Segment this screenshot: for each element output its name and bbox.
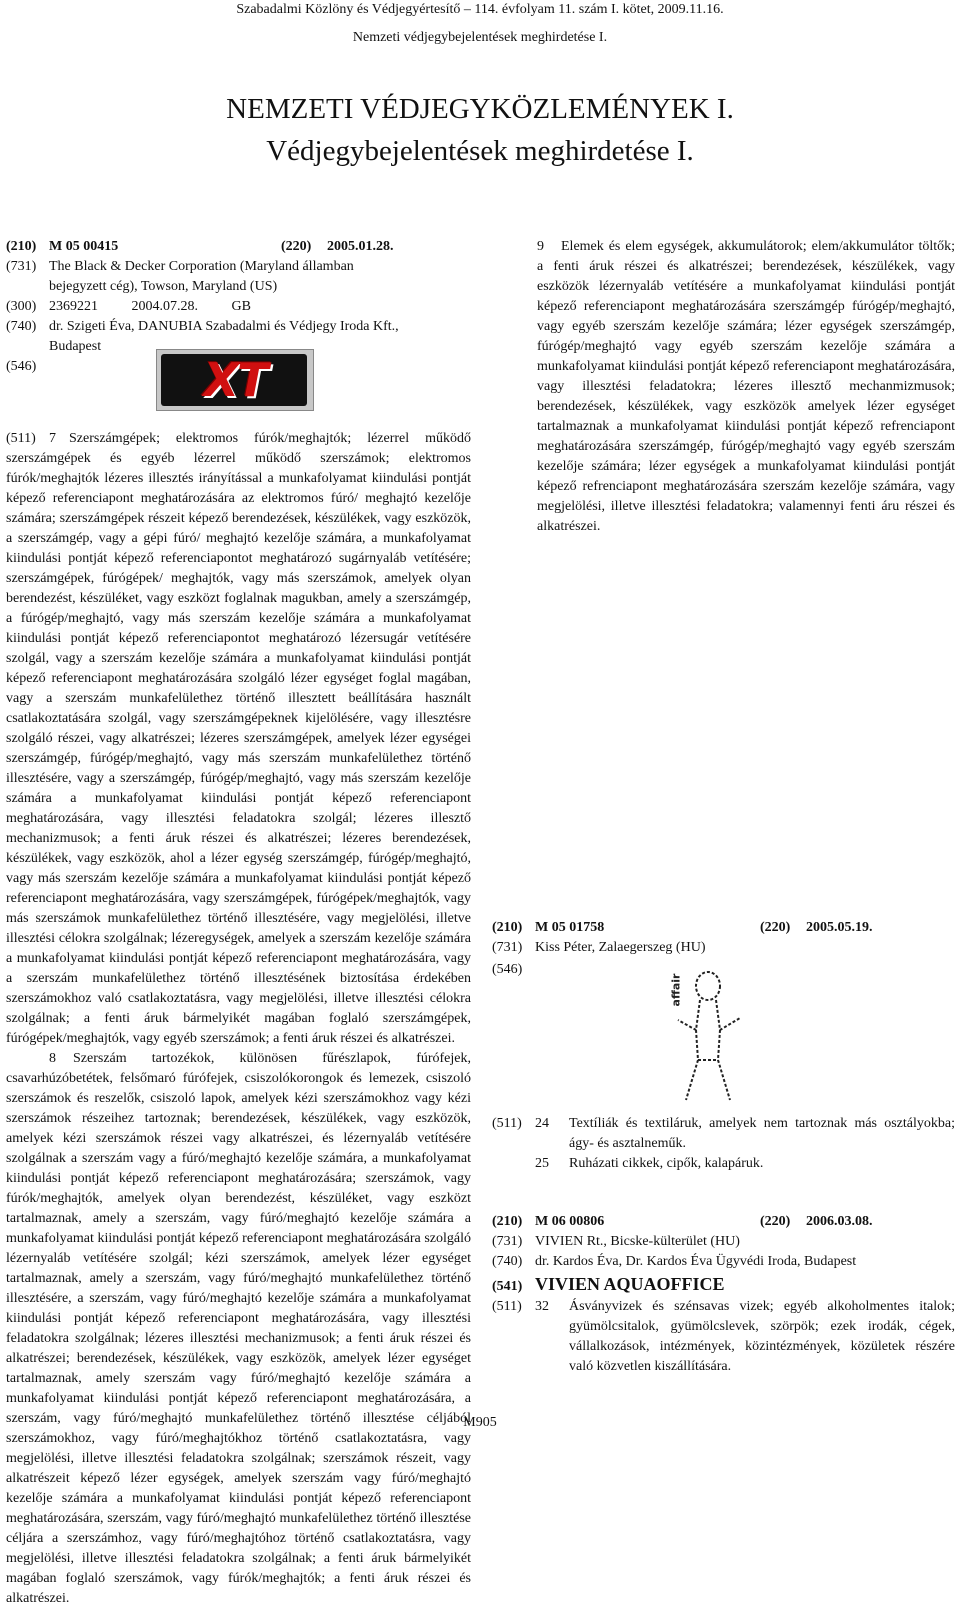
e1-cls9-num: 9 <box>537 239 544 254</box>
e3-740-value: dr. Kardos Éva, Dr. Kardos Éva Ügyvédi Iroda, Budapest <box>535 1254 857 1269</box>
section-header: Nemzeti védjegybejelentések meghirdetése I. <box>352 30 608 45</box>
e1-cls8-text: Szerszám tartozékok, különösen fűrészlapok, fúrófejek, csavarhúzóbetétek, felsőmaró fúrófejek, csiszolókorongok és lemezek, csiszoló szerszámok és reszelők, csiszoló lapok, amelyek kézi szerszámokhoz vagy kézi szerszámok részeihez tartoznak; berendezések, készülékek, vagy eszközök, amelyek kézi szerszámok részei vagy alkatrészei, és lézernyaláb vetítésére szolgálnak a szerszám vagy a fúró/meghajtó kezelője számára, a munkafolyamat kiindulási pontját képező referenciapont meghatározására; szerszámok, vagy fúrók/meghajtók, amelyek olyan berendezést, készüléket, vagy eszközt tartalmaznak, amely a szerszám, vagy fúró/meghajtó kezelője számára a munkafolyamat kiindulási pontját képező referenciapont meghatározására szolgáló lézernyaláb vetítésére szolgál; kézi szerszámok, amelyek lézer egységet tartalmaznak, amely a szerszám, vagy fúró/meghajtó munkafelülethez történő illesztésére, a szerszám, vagy fúró/meghajtó kezelője számára a munkafolyamat kiindulási pontját képező referenciapont meghatározására, vagy illesztési feladatokra szolgálnak; lézeres illesztési mechanizmusok; a fenti áruk részei és alkatrészei; berendezések, készülékek, vagy eszközök, amelyek lézer egységet tartalmaznak, amely szerszám vagy fúró/meghajtó kezelője számára a munkafolyamat kiindulási pontját képező referenciapont meghatározására, a szerszám, vagy fúró/meghajtó munkafelülethez történő illesztése céljából szerszámokhoz, vagy fúró/meghajtókhoz történő csatlakoztatásra, vagy megjelölési, illetve illesztési feladatokra szolgálnak; szerszámok részeit, vagy alkatrészeit képező lézer egységek, amelyek szerszám vagy fúró/meghajtó kezelője számára a munkafolyamat kiindulási pontját képező referenciapont meghatározására, szerszám, vagy fúró/meghajtó munkafelülethez történő illesztése céljára a szerszámhoz, vagy fúró/meghajtóhoz történő csatlakoztatásra, vagy megjelölési, illetve illesztési feladatokra szolgálnak; a fenti áruk bármelyikét magában foglaló szerszámok, vagy fúrók/meghajtók; a fenti áruk részei és alkatrészei. <box>6 1051 471 1606</box>
e3-740-row <box>492 1252 955 1272</box>
e2-cls24 <box>535 1114 955 1154</box>
e1-cls7-text: Szerszámgépek; elektromos fúrók/meghajtók; lézerrel működő szerszámgépek és egyéb lézerrel működő szerszámok; elektromos fúrók/meghajtók lézeres illesztés irányítással a munkafolyamat kiindulási pontját képező referenciapont meghatározására az elektromos fúró/ meghajtó kezelője számára; szerszámgépek részeit képező berendezések, készülékek, vagy eszközök, a szerszámgép, vagy a gépi fúró/ meghajtó kezelője számára, a munkafolyamat kiindulási pontját képező referenciapontot meghatározó sugárnyaláb vetítésére; szerszámgépek, fúrógépek/ meghajtók, vagy más szerszámok, amelyek olyan berendezést, készüléket, vagy eszközt foglalnak magukban, amely a szerszámgép, a fúrógép/meghajtó, vagy más szerszám kezelője számára a munkafolyamat kiindulási pontját képező referenciapontot meghatározó lézersugár vetítésére szolgál, vagy a szerszám kezelője számára a munkafolyamat kiindulási pontját képező referenciapont meghatározására szolgáló lézer egységet foglal magában, vagy a szerszám munkafelülethez történő illesztett beállítására használt csatlakoztatására szolgál, vagy szerszámgépeknek kijelölésére, vagy illesztésre szolgáló részei, vagy alkatrészei; lézeres szerszámgépek, amelyek lézer egységei szerszámgép, fúrógép/meghajtó, vagy más szerszám munkafelülethez történő illesztésére, vagy a szerszámgép, fúrógép/meghajtó, vagy más szerszám kezelője számára a munkafolyamat kiindulási pontját képező referenciapont meghatározására, vagy illesztési feladatokra szolgál; lézeres illesztő mechanizmusok; a fenti áruk részei és alkatrészei; lézeres berendezések, készülékek, vagy eszközök, ahol a lézer egység szerszámgép, fúrógép/meghajtó, vagy más szerszám kezelője számára a munkafolyamat kiindulási pontját képező referenciapont meghatározására, vagy szerszámgépek, fúrógépek/meghajtók, vagy más szerszámok munkafelülethez történő illesztésére, vagy megjelölési, illetve illesztési célokra szolgálnak; lézeregységek, amelyek a szerszám kezelője számára a munkafolyamat kiindulási pontját képező referenciapont meghatározására, vagy a szerszám munkafelülethez történő illesztésének biztosítása érdekében szerszámokhoz való csatlakoztatásra, vagy megjelölési, illetve illesztési célokra szolgálnak; a fenti áruk bármelyikét magában foglaló szerszámgépek, fúrógépek/meghajtók, vagy egyéb szerszámok; a fenti áruk részei és alkatrészei. <box>6 431 471 1046</box>
e1-cls9-text: Elemek és elem egységek, akkumulátorok; elem/akkumulátor töltők; a fenti áruk részei és alkatrészei; berendezések, készülékek, vagy eszközök lézernyaláb vetítésére a munkafolyamat kiindulási pontját képező referenciapont meghatározására szerszámgép fúrógép/meghajtó, vagy egyéb szerszám kezelője számára; lézer egységek szerszámgép, fúrógép/meghajtó vagy egyéb szerszám kezelője számára a munkafolyamat kiindulási pontját képező referenciapont meghatározására, vagy illesztési feladatokra; lézeres illesztő mechanmizmusok; berendezések, készülékek, vagy eszközök amelyek lézer egységet tartalmaznak a munkafolyamat kiindulási pontját képező refrenciapont meghatározására szerszámgép, fúrógép/meghajtó vagy egyéb szerszám kezelője számára; lézer egységek a munkafolyamat kiindulási pontját képező refrenciapont meghatározására szerszám kezelője számára, vagy megjelölési, illetve illesztési feladatokra; valamennyi fenti áru részei és alkatrészei. <box>537 239 955 534</box>
e2-cls25-num: 25 <box>535 1156 549 1171</box>
e2-731-row <box>492 938 955 958</box>
right-column <box>537 237 955 537</box>
e2-210-value: M 05 01758 <box>535 920 605 935</box>
e1-210-code: (210) <box>6 239 37 254</box>
e3-740-code: (740) <box>492 1254 523 1269</box>
e1-546-code: (546) <box>6 359 37 374</box>
e2-cls25 <box>535 1154 955 1174</box>
e3-220-code: (220) <box>760 1214 791 1229</box>
e2-731-value: Kiss Péter, Zalaegerszeg (HU) <box>535 940 706 955</box>
e3-cls32-num: 32 <box>535 1299 549 1314</box>
left-column <box>6 237 471 1609</box>
e1-220-value: 2005.01.28. <box>327 239 394 254</box>
e3-541-value: VIVIEN AQUAOFFICE <box>535 1274 725 1294</box>
e1-cls9-block <box>537 237 955 537</box>
e3-731-value: VIVIEN Rt., Bicske-külterület (HU) <box>535 1234 740 1249</box>
e1-220-code: (220) <box>281 239 312 254</box>
page-title <box>0 88 960 172</box>
e1-546-row <box>6 347 471 429</box>
e2-logo-image <box>668 960 748 1110</box>
e3-cls32-text: Ásványvizek és szénsavas vizek; egyéb alkoholmentes italok; gyümölcsitalok, gyümölcslevek, szörpök; ezek irodák, cégek, vállalkozások, intézmények, közintézmények, közületek részére való közvetlen kiszállítására. <box>569 1299 955 1374</box>
e2-cls25-text: Ruházati cikkek, cipők, kalapáruk. <box>569 1156 764 1171</box>
e3-541-row <box>492 1272 955 1297</box>
e1-cls7-num: 7 <box>49 431 56 446</box>
e2-511-code: (511) <box>492 1116 522 1131</box>
e2-546-row <box>492 958 955 1114</box>
e3-cls32 <box>535 1297 955 1377</box>
e3-541-code: (541) <box>492 1279 523 1294</box>
e1-740-code: (740) <box>6 319 37 334</box>
e1-731-code: (731) <box>6 259 37 274</box>
e1-cls8-block <box>6 1049 471 1609</box>
e1-300-row <box>6 297 471 317</box>
e1-731-row <box>6 257 471 297</box>
e3-511-code: (511) <box>492 1299 522 1314</box>
e1-logo-image <box>156 349 314 411</box>
e3-731-code: (731) <box>492 1234 523 1249</box>
entry2 <box>492 918 955 1174</box>
e3-210-code: (210) <box>492 1214 523 1229</box>
e1-cls8-num: 8 <box>49 1051 56 1066</box>
e1-210-row <box>6 237 471 257</box>
e2-210-code: (210) <box>492 920 523 935</box>
e2-546-code: (546) <box>492 962 523 977</box>
e3-220-value: 2006.03.08. <box>806 1214 873 1229</box>
e1-511-code: (511) <box>6 431 36 446</box>
e3-210-row <box>492 1212 955 1232</box>
e1-300-value: 2369221 2004.07.28. GB <box>49 299 251 314</box>
e2-cls24-num: 24 <box>535 1116 549 1131</box>
journal-header: Szabadalmi Közlöny és Védjegyértesítő – 114. évfolyam 11. szám I. kötet, 2009.11.16. <box>236 2 724 17</box>
entry3 <box>492 1212 955 1377</box>
e1-210-value: M 05 00415 <box>49 239 119 254</box>
e2-cls24-text: Textíliák és textiláruk, amelyek nem tartoznak más osztályokba; ágy- és asztalneműk. <box>569 1116 955 1151</box>
e1-740-value: dr. Szigeti Éva, DANUBIA Szabadalmi és Védjegy Iroda Kft., Budapest <box>49 319 399 354</box>
e3-731-row <box>492 1232 955 1252</box>
e3-511-row <box>492 1297 955 1377</box>
e2-511-row <box>492 1114 955 1174</box>
e2-210-row <box>492 918 955 938</box>
page-number: M905 <box>463 1415 497 1430</box>
e3-210-value: M 06 00806 <box>535 1214 605 1229</box>
e1-731-value: The Black & Decker Corporation (Maryland államban bejegyzett cég), Towson, Maryland (US) <box>49 259 354 294</box>
e2-220-value: 2005.05.19. <box>806 920 873 935</box>
e1-300-code: (300) <box>6 299 37 314</box>
page-title-line2: Védjegybejelentések meghirdetése I. <box>266 135 694 168</box>
e1-logo-text: XT <box>203 353 267 407</box>
page-title-line1: NEMZETI VÉDJEGYKÖZLEMÉNYEK I. <box>226 93 734 125</box>
e2-logo-text: affair <box>669 973 683 1007</box>
e2-731-code: (731) <box>492 940 523 955</box>
e2-220-code: (220) <box>760 920 791 935</box>
